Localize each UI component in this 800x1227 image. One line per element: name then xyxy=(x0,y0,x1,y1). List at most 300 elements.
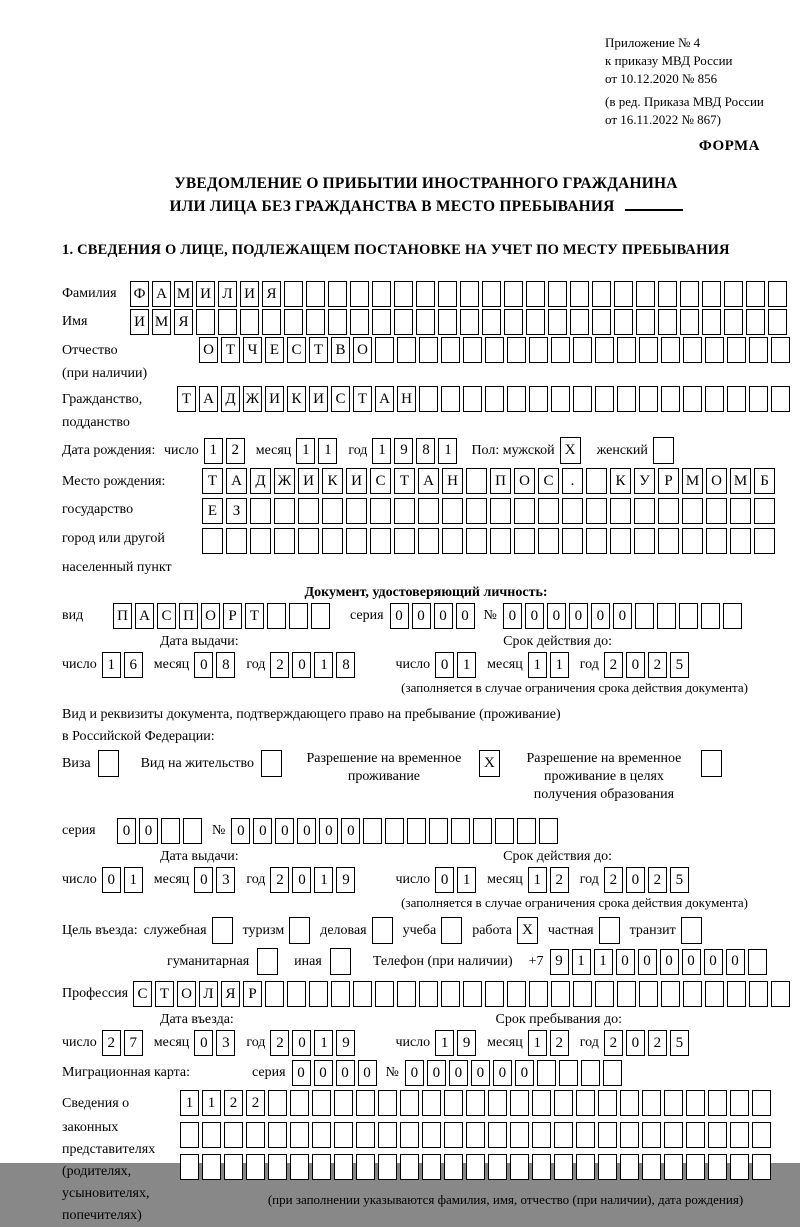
char-cell[interactable] xyxy=(708,1122,727,1148)
char-cell[interactable]: С xyxy=(370,468,391,494)
char-cell[interactable] xyxy=(289,603,308,629)
char-cell[interactable]: 0 xyxy=(449,1060,468,1086)
char-cell[interactable] xyxy=(658,309,677,335)
char-cell[interactable] xyxy=(680,309,699,335)
purpose-tourism-checkbox[interactable] xyxy=(289,917,310,944)
char-cell[interactable] xyxy=(727,337,746,363)
char-cell[interactable] xyxy=(705,337,724,363)
char-cell[interactable] xyxy=(586,528,607,554)
char-cell[interactable] xyxy=(701,603,720,629)
char-cell[interactable] xyxy=(771,337,790,363)
doc-issue-day-cells[interactable] xyxy=(102,652,143,678)
char-cell[interactable] xyxy=(539,818,558,844)
char-cell[interactable]: 9 xyxy=(336,1030,355,1056)
char-cell[interactable] xyxy=(246,1122,265,1148)
char-cell[interactable]: М xyxy=(174,281,193,307)
char-cell[interactable]: 3 xyxy=(216,1030,235,1056)
char-cell[interactable]: И xyxy=(240,281,259,307)
char-cell[interactable] xyxy=(274,498,295,524)
char-cell[interactable]: А xyxy=(418,468,439,494)
char-cell[interactable] xyxy=(438,309,457,335)
permit-expiry-month-cells[interactable] xyxy=(528,867,569,893)
char-cell[interactable] xyxy=(482,309,501,335)
char-cell[interactable] xyxy=(482,281,501,307)
char-cell[interactable] xyxy=(444,1154,463,1180)
char-cell[interactable]: 2 xyxy=(246,1090,265,1116)
char-cell[interactable] xyxy=(356,1122,375,1148)
char-cell[interactable]: 0 xyxy=(336,1060,355,1086)
char-cell[interactable] xyxy=(598,1122,617,1148)
char-cell[interactable] xyxy=(224,1154,243,1180)
char-cell[interactable] xyxy=(592,281,611,307)
char-cell[interactable] xyxy=(634,528,655,554)
char-cell[interactable] xyxy=(466,1090,485,1116)
char-cell[interactable] xyxy=(495,818,514,844)
char-cell[interactable] xyxy=(617,386,636,412)
char-cell[interactable]: . xyxy=(562,468,583,494)
birth-month-cells[interactable] xyxy=(296,438,337,464)
char-cell[interactable]: 0 xyxy=(616,949,635,975)
doc-issue-month-cells[interactable] xyxy=(194,652,235,678)
char-cell[interactable] xyxy=(372,309,391,335)
char-cell[interactable] xyxy=(706,498,727,524)
char-cell[interactable] xyxy=(576,1090,595,1116)
permit-expiry-day-cells[interactable] xyxy=(435,867,476,893)
char-cell[interactable]: И xyxy=(298,468,319,494)
representatives-cells-row1[interactable] xyxy=(180,1090,771,1116)
char-cell[interactable] xyxy=(422,1122,441,1148)
char-cell[interactable]: 0 xyxy=(626,1030,645,1056)
char-cell[interactable] xyxy=(727,981,746,1007)
char-cell[interactable]: 1 xyxy=(457,867,476,893)
char-cell[interactable] xyxy=(639,386,658,412)
char-cell[interactable] xyxy=(488,1154,507,1180)
char-cell[interactable] xyxy=(419,386,438,412)
char-cell[interactable]: 2 xyxy=(648,1030,667,1056)
char-cell[interactable]: А xyxy=(375,386,394,412)
char-cell[interactable] xyxy=(250,498,271,524)
char-cell[interactable]: 0 xyxy=(194,867,213,893)
char-cell[interactable] xyxy=(397,337,416,363)
char-cell[interactable] xyxy=(284,281,303,307)
char-cell[interactable]: 2 xyxy=(224,1090,243,1116)
char-cell[interactable] xyxy=(771,981,790,1007)
char-cell[interactable]: Б xyxy=(754,468,775,494)
char-cell[interactable] xyxy=(306,281,325,307)
char-cell[interactable]: 0 xyxy=(471,1060,490,1086)
char-cell[interactable] xyxy=(529,981,548,1007)
char-cell[interactable] xyxy=(749,981,768,1007)
char-cell[interactable] xyxy=(284,309,303,335)
char-cell[interactable] xyxy=(610,498,631,524)
char-cell[interactable]: 0 xyxy=(493,1060,512,1086)
purpose-humanitarian-checkbox[interactable] xyxy=(257,948,278,975)
char-cell[interactable] xyxy=(507,337,526,363)
char-cell[interactable]: Ж xyxy=(243,386,262,412)
char-cell[interactable]: 0 xyxy=(613,603,632,629)
char-cell[interactable] xyxy=(287,981,306,1007)
char-cell[interactable] xyxy=(466,1154,485,1180)
char-cell[interactable] xyxy=(490,528,511,554)
char-cell[interactable] xyxy=(394,281,413,307)
char-cell[interactable] xyxy=(372,281,391,307)
char-cell[interactable] xyxy=(397,981,416,1007)
char-cell[interactable] xyxy=(570,309,589,335)
char-cell[interactable] xyxy=(378,1154,397,1180)
char-cell[interactable]: 0 xyxy=(341,818,360,844)
char-cell[interactable]: 0 xyxy=(253,818,272,844)
char-cell[interactable]: Е xyxy=(202,498,223,524)
representatives-cells-row3[interactable] xyxy=(180,1154,771,1180)
char-cell[interactable] xyxy=(768,281,787,307)
char-cell[interactable] xyxy=(180,1154,199,1180)
char-cell[interactable] xyxy=(444,1122,463,1148)
char-cell[interactable] xyxy=(312,1122,331,1148)
char-cell[interactable] xyxy=(598,1090,617,1116)
char-cell[interactable]: Т xyxy=(394,468,415,494)
char-cell[interactable]: Л xyxy=(199,981,218,1007)
char-cell[interactable]: 0 xyxy=(547,603,566,629)
stay-year-cells[interactable] xyxy=(604,1030,689,1056)
char-cell[interactable]: О xyxy=(177,981,196,1007)
char-cell[interactable]: 0 xyxy=(405,1060,424,1086)
char-cell[interactable]: 1 xyxy=(180,1090,199,1116)
char-cell[interactable] xyxy=(682,528,703,554)
char-cell[interactable] xyxy=(418,498,439,524)
char-cell[interactable] xyxy=(658,528,679,554)
char-cell[interactable]: 0 xyxy=(569,603,588,629)
char-cell[interactable] xyxy=(730,1154,749,1180)
char-cell[interactable] xyxy=(595,386,614,412)
char-cell[interactable] xyxy=(463,981,482,1007)
char-cell[interactable]: 0 xyxy=(638,949,657,975)
char-cell[interactable] xyxy=(322,528,343,554)
char-cell[interactable] xyxy=(328,309,347,335)
char-cell[interactable] xyxy=(730,1122,749,1148)
char-cell[interactable] xyxy=(730,498,751,524)
char-cell[interactable] xyxy=(246,1154,265,1180)
char-cell[interactable] xyxy=(514,528,535,554)
char-cell[interactable]: 2 xyxy=(226,438,245,464)
char-cell[interactable] xyxy=(610,528,631,554)
char-cell[interactable] xyxy=(617,337,636,363)
char-cell[interactable]: 2 xyxy=(604,1030,623,1056)
char-cell[interactable]: 0 xyxy=(390,603,409,629)
char-cell[interactable] xyxy=(639,337,658,363)
char-cell[interactable] xyxy=(730,1090,749,1116)
temp-permit-checkbox[interactable]: X xyxy=(479,750,500,777)
char-cell[interactable] xyxy=(603,1060,622,1086)
char-cell[interactable] xyxy=(548,281,567,307)
char-cell[interactable]: 0 xyxy=(456,603,475,629)
permit-issue-month-cells[interactable] xyxy=(194,867,235,893)
char-cell[interactable]: Н xyxy=(442,468,463,494)
char-cell[interactable]: А xyxy=(135,603,154,629)
char-cell[interactable]: О xyxy=(199,337,218,363)
char-cell[interactable] xyxy=(658,498,679,524)
char-cell[interactable] xyxy=(620,1122,639,1148)
char-cell[interactable] xyxy=(356,1154,375,1180)
char-cell[interactable] xyxy=(202,1122,221,1148)
char-cell[interactable] xyxy=(708,1154,727,1180)
permit-issue-year-cells[interactable] xyxy=(270,867,355,893)
char-cell[interactable] xyxy=(378,1122,397,1148)
migration-series-cells[interactable] xyxy=(292,1060,377,1086)
birth-day-cells[interactable] xyxy=(204,438,245,464)
char-cell[interactable]: 5 xyxy=(670,1030,689,1056)
char-cell[interactable] xyxy=(705,386,724,412)
char-cell[interactable] xyxy=(682,498,703,524)
char-cell[interactable]: 5 xyxy=(670,652,689,678)
char-cell[interactable]: И xyxy=(346,468,367,494)
char-cell[interactable]: 1 xyxy=(572,949,591,975)
surname-cells[interactable] xyxy=(130,281,787,307)
char-cell[interactable]: 0 xyxy=(591,603,610,629)
char-cell[interactable] xyxy=(290,1090,309,1116)
char-cell[interactable] xyxy=(724,309,743,335)
char-cell[interactable] xyxy=(517,818,536,844)
char-cell[interactable] xyxy=(586,468,607,494)
char-cell[interactable]: П xyxy=(179,603,198,629)
char-cell[interactable]: 9 xyxy=(336,867,355,893)
char-cell[interactable] xyxy=(683,981,702,1007)
char-cell[interactable]: 9 xyxy=(394,438,413,464)
char-cell[interactable] xyxy=(419,981,438,1007)
char-cell[interactable] xyxy=(526,281,545,307)
sex-male-checkbox[interactable]: X xyxy=(560,437,581,464)
char-cell[interactable]: В xyxy=(331,337,350,363)
char-cell[interactable] xyxy=(370,528,391,554)
char-cell[interactable]: Р xyxy=(223,603,242,629)
char-cell[interactable]: Ж xyxy=(274,468,295,494)
char-cell[interactable] xyxy=(532,1122,551,1148)
birth-year-cells[interactable] xyxy=(372,438,457,464)
char-cell[interactable]: 1 xyxy=(204,438,223,464)
doc-type-cells[interactable] xyxy=(113,603,330,629)
char-cell[interactable] xyxy=(642,1090,661,1116)
char-cell[interactable] xyxy=(451,818,470,844)
char-cell[interactable] xyxy=(407,818,426,844)
char-cell[interactable] xyxy=(331,981,350,1007)
char-cell[interactable]: 0 xyxy=(297,818,316,844)
char-cell[interactable]: 2 xyxy=(550,1030,569,1056)
char-cell[interactable] xyxy=(592,309,611,335)
birthplace-cells-row3[interactable] xyxy=(202,528,775,554)
char-cell[interactable] xyxy=(400,1154,419,1180)
char-cell[interactable]: 0 xyxy=(515,1060,534,1086)
char-cell[interactable]: 0 xyxy=(139,818,158,844)
char-cell[interactable] xyxy=(752,1090,771,1116)
char-cell[interactable]: С xyxy=(538,468,559,494)
char-cell[interactable] xyxy=(551,981,570,1007)
char-cell[interactable] xyxy=(576,1122,595,1148)
residence-permit-checkbox[interactable] xyxy=(261,750,282,777)
char-cell[interactable]: 0 xyxy=(231,818,250,844)
char-cell[interactable]: 0 xyxy=(682,949,701,975)
char-cell[interactable]: 0 xyxy=(525,603,544,629)
char-cell[interactable] xyxy=(664,1090,683,1116)
char-cell[interactable]: 0 xyxy=(660,949,679,975)
char-cell[interactable] xyxy=(749,386,768,412)
char-cell[interactable]: 7 xyxy=(124,1030,143,1056)
char-cell[interactable]: 1 xyxy=(296,438,315,464)
stay-day-cells[interactable] xyxy=(435,1030,476,1056)
char-cell[interactable] xyxy=(334,1154,353,1180)
char-cell[interactable]: И xyxy=(130,309,149,335)
char-cell[interactable] xyxy=(661,981,680,1007)
char-cell[interactable]: Р xyxy=(243,981,262,1007)
char-cell[interactable] xyxy=(554,1122,573,1148)
char-cell[interactable]: 6 xyxy=(124,652,143,678)
char-cell[interactable]: 0 xyxy=(194,652,213,678)
char-cell[interactable]: 0 xyxy=(117,818,136,844)
char-cell[interactable] xyxy=(441,386,460,412)
char-cell[interactable] xyxy=(504,309,523,335)
char-cell[interactable] xyxy=(586,498,607,524)
char-cell[interactable] xyxy=(749,337,768,363)
char-cell[interactable] xyxy=(573,981,592,1007)
char-cell[interactable] xyxy=(378,1090,397,1116)
char-cell[interactable] xyxy=(642,1122,661,1148)
char-cell[interactable] xyxy=(485,981,504,1007)
char-cell[interactable] xyxy=(265,981,284,1007)
char-cell[interactable] xyxy=(559,1060,578,1086)
char-cell[interactable]: С xyxy=(287,337,306,363)
char-cell[interactable] xyxy=(350,309,369,335)
char-cell[interactable]: К xyxy=(287,386,306,412)
char-cell[interactable]: Т xyxy=(177,386,196,412)
purpose-official-checkbox[interactable] xyxy=(212,917,233,944)
char-cell[interactable] xyxy=(394,498,415,524)
char-cell[interactable]: 0 xyxy=(292,1060,311,1086)
doc-series-cells[interactable] xyxy=(390,603,475,629)
char-cell[interactable] xyxy=(686,1090,705,1116)
doc-expiry-year-cells[interactable] xyxy=(604,652,689,678)
char-cell[interactable] xyxy=(240,309,259,335)
char-cell[interactable] xyxy=(595,337,614,363)
char-cell[interactable] xyxy=(460,281,479,307)
char-cell[interactable]: 0 xyxy=(503,603,522,629)
char-cell[interactable] xyxy=(686,1154,705,1180)
char-cell[interactable] xyxy=(312,1154,331,1180)
char-cell[interactable] xyxy=(267,603,286,629)
char-cell[interactable] xyxy=(636,281,655,307)
char-cell[interactable] xyxy=(639,981,658,1007)
char-cell[interactable]: А xyxy=(199,386,218,412)
char-cell[interactable]: П xyxy=(113,603,132,629)
birthplace-cells-row2[interactable] xyxy=(202,498,775,524)
char-cell[interactable]: П xyxy=(490,468,511,494)
char-cell[interactable]: Т xyxy=(202,468,223,494)
char-cell[interactable] xyxy=(748,949,767,975)
char-cell[interactable]: 0 xyxy=(292,867,311,893)
char-cell[interactable]: 2 xyxy=(648,652,667,678)
char-cell[interactable]: О xyxy=(353,337,372,363)
char-cell[interactable] xyxy=(161,818,180,844)
char-cell[interactable]: 2 xyxy=(102,1030,121,1056)
char-cell[interactable] xyxy=(573,386,592,412)
char-cell[interactable] xyxy=(679,603,698,629)
char-cell[interactable]: И xyxy=(309,386,328,412)
char-cell[interactable]: 0 xyxy=(435,652,454,678)
char-cell[interactable]: 8 xyxy=(336,652,355,678)
char-cell[interactable] xyxy=(311,603,330,629)
char-cell[interactable]: 0 xyxy=(704,949,723,975)
char-cell[interactable]: 1 xyxy=(314,867,333,893)
char-cell[interactable]: 0 xyxy=(194,1030,213,1056)
char-cell[interactable] xyxy=(306,309,325,335)
char-cell[interactable] xyxy=(394,528,415,554)
char-cell[interactable]: 1 xyxy=(457,652,476,678)
char-cell[interactable] xyxy=(202,1154,221,1180)
purpose-private-checkbox[interactable] xyxy=(599,917,620,944)
purpose-other-checkbox[interactable] xyxy=(330,948,351,975)
char-cell[interactable] xyxy=(466,1122,485,1148)
char-cell[interactable]: К xyxy=(322,468,343,494)
char-cell[interactable] xyxy=(334,1122,353,1148)
char-cell[interactable]: И xyxy=(265,386,284,412)
birthplace-cells-row1[interactable] xyxy=(202,468,775,494)
char-cell[interactable] xyxy=(510,1090,529,1116)
char-cell[interactable]: 1 xyxy=(102,652,121,678)
char-cell[interactable] xyxy=(485,386,504,412)
char-cell[interactable] xyxy=(504,281,523,307)
char-cell[interactable] xyxy=(664,1154,683,1180)
char-cell[interactable]: 1 xyxy=(594,949,613,975)
char-cell[interactable]: 2 xyxy=(270,1030,289,1056)
char-cell[interactable] xyxy=(724,281,743,307)
char-cell[interactable] xyxy=(466,468,487,494)
char-cell[interactable] xyxy=(400,1122,419,1148)
char-cell[interactable] xyxy=(537,1060,556,1086)
char-cell[interactable]: 1 xyxy=(202,1090,221,1116)
char-cell[interactable] xyxy=(529,337,548,363)
char-cell[interactable] xyxy=(620,1090,639,1116)
char-cell[interactable] xyxy=(438,281,457,307)
char-cell[interactable]: 9 xyxy=(457,1030,476,1056)
char-cell[interactable]: 0 xyxy=(726,949,745,975)
char-cell[interactable] xyxy=(702,309,721,335)
profession-cells[interactable] xyxy=(133,981,790,1007)
char-cell[interactable] xyxy=(768,309,787,335)
char-cell[interactable] xyxy=(490,498,511,524)
char-cell[interactable]: К xyxy=(610,468,631,494)
char-cell[interactable] xyxy=(418,528,439,554)
char-cell[interactable]: Ф xyxy=(130,281,149,307)
char-cell[interactable] xyxy=(328,281,347,307)
char-cell[interactable] xyxy=(442,528,463,554)
char-cell[interactable]: 1 xyxy=(550,652,569,678)
char-cell[interactable]: 8 xyxy=(416,438,435,464)
char-cell[interactable] xyxy=(752,1122,771,1148)
char-cell[interactable] xyxy=(226,528,247,554)
char-cell[interactable]: Т xyxy=(245,603,264,629)
char-cell[interactable] xyxy=(416,281,435,307)
char-cell[interactable] xyxy=(771,386,790,412)
char-cell[interactable] xyxy=(551,337,570,363)
char-cell[interactable] xyxy=(562,498,583,524)
permit-number-cells[interactable] xyxy=(231,818,558,844)
char-cell[interactable] xyxy=(664,1122,683,1148)
char-cell[interactable] xyxy=(218,309,237,335)
char-cell[interactable] xyxy=(400,1090,419,1116)
char-cell[interactable]: 0 xyxy=(292,652,311,678)
char-cell[interactable]: Т xyxy=(221,337,240,363)
phone-cells[interactable] xyxy=(550,949,767,975)
char-cell[interactable] xyxy=(510,1154,529,1180)
char-cell[interactable]: Т xyxy=(353,386,372,412)
char-cell[interactable] xyxy=(416,309,435,335)
